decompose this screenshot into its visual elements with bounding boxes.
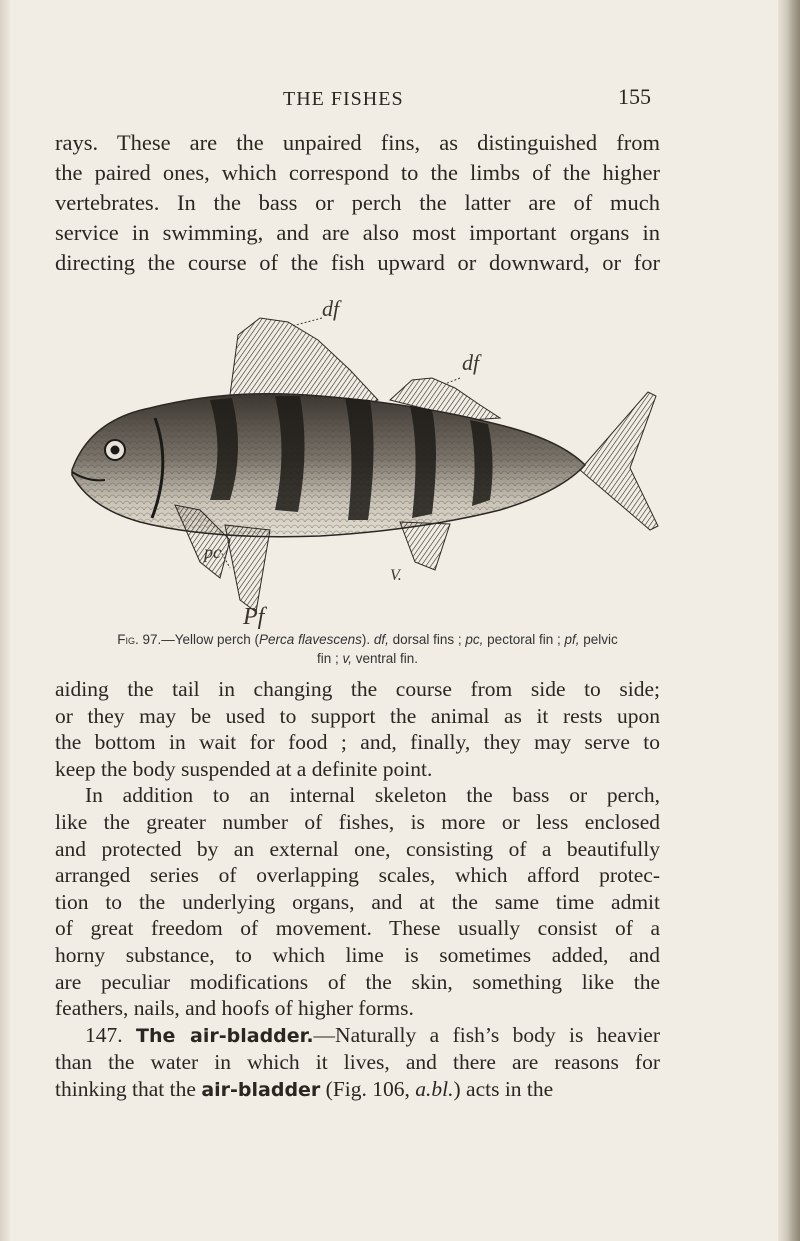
caption-text: dorsal fins ; — [388, 632, 466, 647]
caption-v: v, — [342, 651, 352, 666]
label-pc: pc — [204, 542, 221, 562]
caption-species: Perca flavescens — [259, 632, 362, 647]
text-line — [55, 1076, 660, 1104]
text-line: the paired ones, which correspond to the limbs of the higher — [55, 160, 660, 185]
section-text: (Fig. 106, — [320, 1076, 416, 1101]
caption-fig-label: Fig. 97. — [117, 632, 162, 647]
text-line: are peculiar modifications of the skin, something like the — [55, 969, 660, 994]
section-text: —Naturally a fish’s body is heavier — [313, 1022, 660, 1047]
text-line: directing the course of the fish upward or downward, or for — [55, 250, 660, 275]
label-df-right: df — [462, 350, 480, 375]
label-v: V. — [390, 567, 402, 584]
figure-reference: a.bl. — [415, 1076, 454, 1101]
text-line: arranged series of overlapping scales, which afford protec- — [55, 863, 660, 888]
text-line: than the water in which it lives, and there are reasons for — [55, 1050, 660, 1075]
page-number: 155 — [618, 84, 651, 109]
caption-pc: pc, — [465, 632, 484, 647]
caption-text: ). — [361, 632, 374, 647]
text-line: aiding the tail in changing the course from side to side; — [55, 677, 660, 701]
text-line: In addition to an internal skeleton the bass or perch, — [85, 783, 660, 808]
main-text — [55, 676, 660, 1104]
air-bladder-term: air-bladder — [201, 1078, 321, 1101]
text-line: keep the body suspended at a definite point. — [55, 756, 433, 781]
text-line: rays. These are the unpaired fins, as distinguished from — [55, 130, 660, 155]
section-text: thinking that the — [55, 1076, 202, 1101]
section-heading-line — [55, 1022, 660, 1050]
caption-text: pectoral fin ; — [483, 632, 565, 647]
caption-text: ventral fin. — [351, 651, 419, 666]
caption-pf: pf, — [564, 632, 580, 647]
text-line: horny substance, to which lime is sometimes added, and — [55, 942, 660, 967]
page-right-edge — [778, 0, 800, 1241]
text-line: the bottom in wait for food ; and, finally, they may serve to — [55, 730, 660, 755]
text-line: vertebrates. In the bass or perch the latter are of much — [55, 190, 660, 215]
ventral-fin — [400, 522, 450, 570]
caption-df: df, — [373, 632, 389, 647]
text-line: and protected by an external one, consisting of a beautifully — [55, 836, 660, 861]
tail-fin — [580, 392, 658, 530]
section-number: 147. — [85, 1022, 123, 1047]
text-line: like the greater number of fishes, is more or less enclosed — [55, 809, 660, 834]
caption-text: fin ; — [316, 651, 343, 666]
text-line: or they may be used to support the animal as it rests upon — [55, 703, 660, 728]
text-line: tion to the underlying organs, and at the same time admit — [55, 889, 660, 914]
page-left-edge — [0, 0, 10, 1241]
section-text: ) acts in the — [453, 1076, 554, 1101]
text-line: feathers, nails, and hoofs of higher forms. — [55, 996, 414, 1021]
pelvic-fin — [225, 525, 270, 612]
label-pf: Pf — [243, 604, 265, 630]
caption-text: pelvic — [579, 632, 618, 647]
caption-text: —Yellow perch ( — [161, 632, 260, 647]
running-head: THE FISHES — [283, 88, 404, 110]
figure-caption — [55, 630, 680, 668]
perch-illustration — [60, 300, 660, 630]
page-header — [0, 84, 800, 118]
label-df-top: df — [322, 300, 340, 321]
top-paragraph — [55, 128, 660, 278]
text-line: service in swimming, and are also most important organs in — [55, 220, 660, 245]
text-line: of great freedom of movement. These usually consist of a — [55, 916, 660, 941]
section-heading: The air-bladder. — [136, 1024, 314, 1047]
